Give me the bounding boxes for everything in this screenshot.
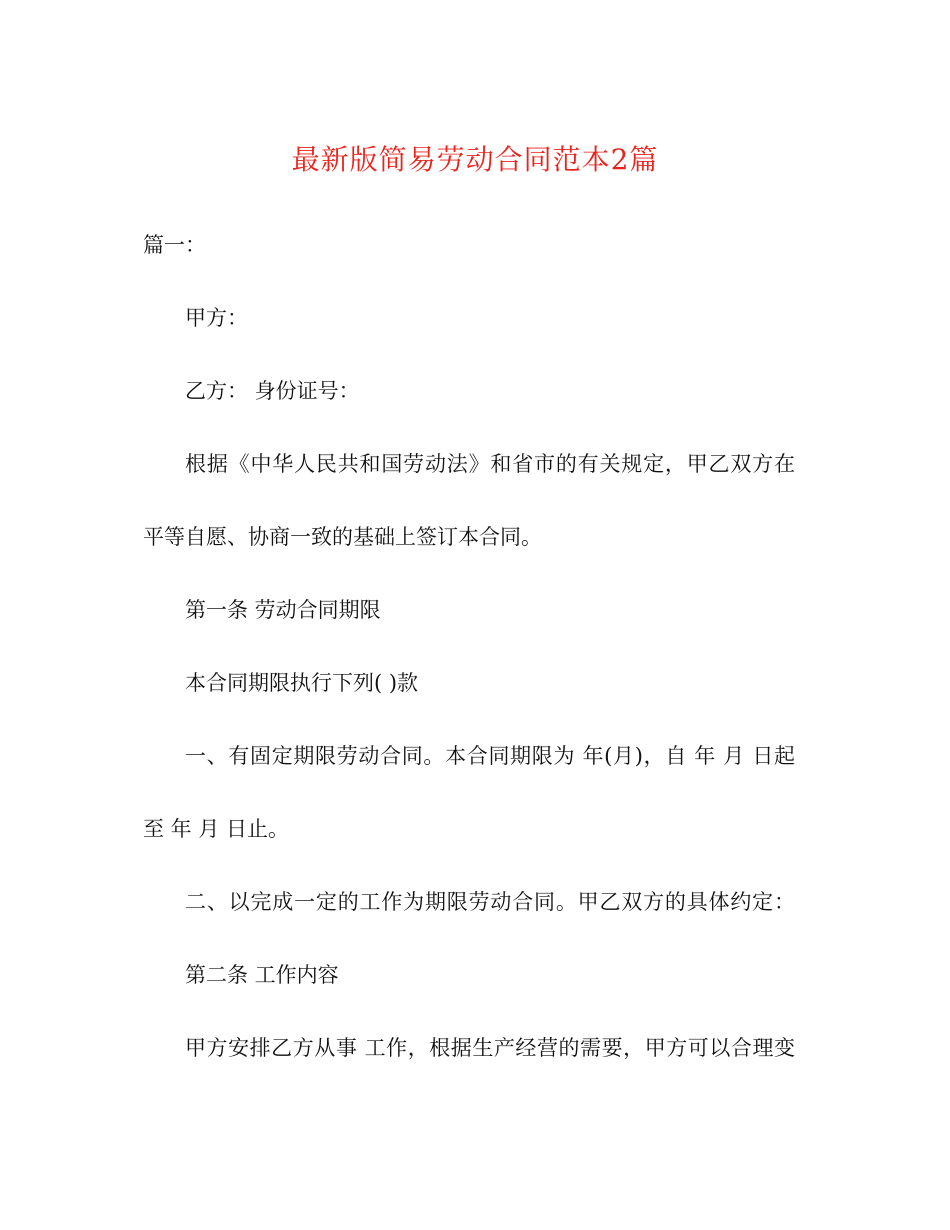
section-heading: 篇一：	[143, 233, 206, 257]
paragraph-line: 二、以完成一定的工作为期限劳动合同。甲乙双方的具体约定：	[185, 890, 795, 914]
document-title: 最新版简易劳动合同范本2篇	[291, 143, 659, 176]
party-a-line: 甲方：	[185, 306, 248, 330]
paragraph-line: 甲方安排乙方从事 工作，根据生产经营的需要，甲方可以合理变	[185, 1036, 795, 1060]
article-heading: 第二条 工作内容	[185, 963, 339, 987]
paragraph-line: 一、有固定期限劳动合同。本合同期限为 年(月)，自 年 月 日起	[185, 744, 795, 768]
paragraph-line: 本合同期限执行下列( )款	[185, 671, 419, 695]
paragraph-line: 平等自愿、协商一致的基础上签订本合同。	[143, 525, 542, 549]
paragraph-line: 至 年 月 日止。	[143, 817, 290, 841]
paragraph-line: 根据《中华人民共和国劳动法》和省市的有关规定，甲乙双方在	[185, 452, 795, 476]
article-heading: 第一条 劳动合同期限	[185, 598, 381, 622]
party-b-line: 乙方： 身份证号：	[185, 379, 360, 403]
